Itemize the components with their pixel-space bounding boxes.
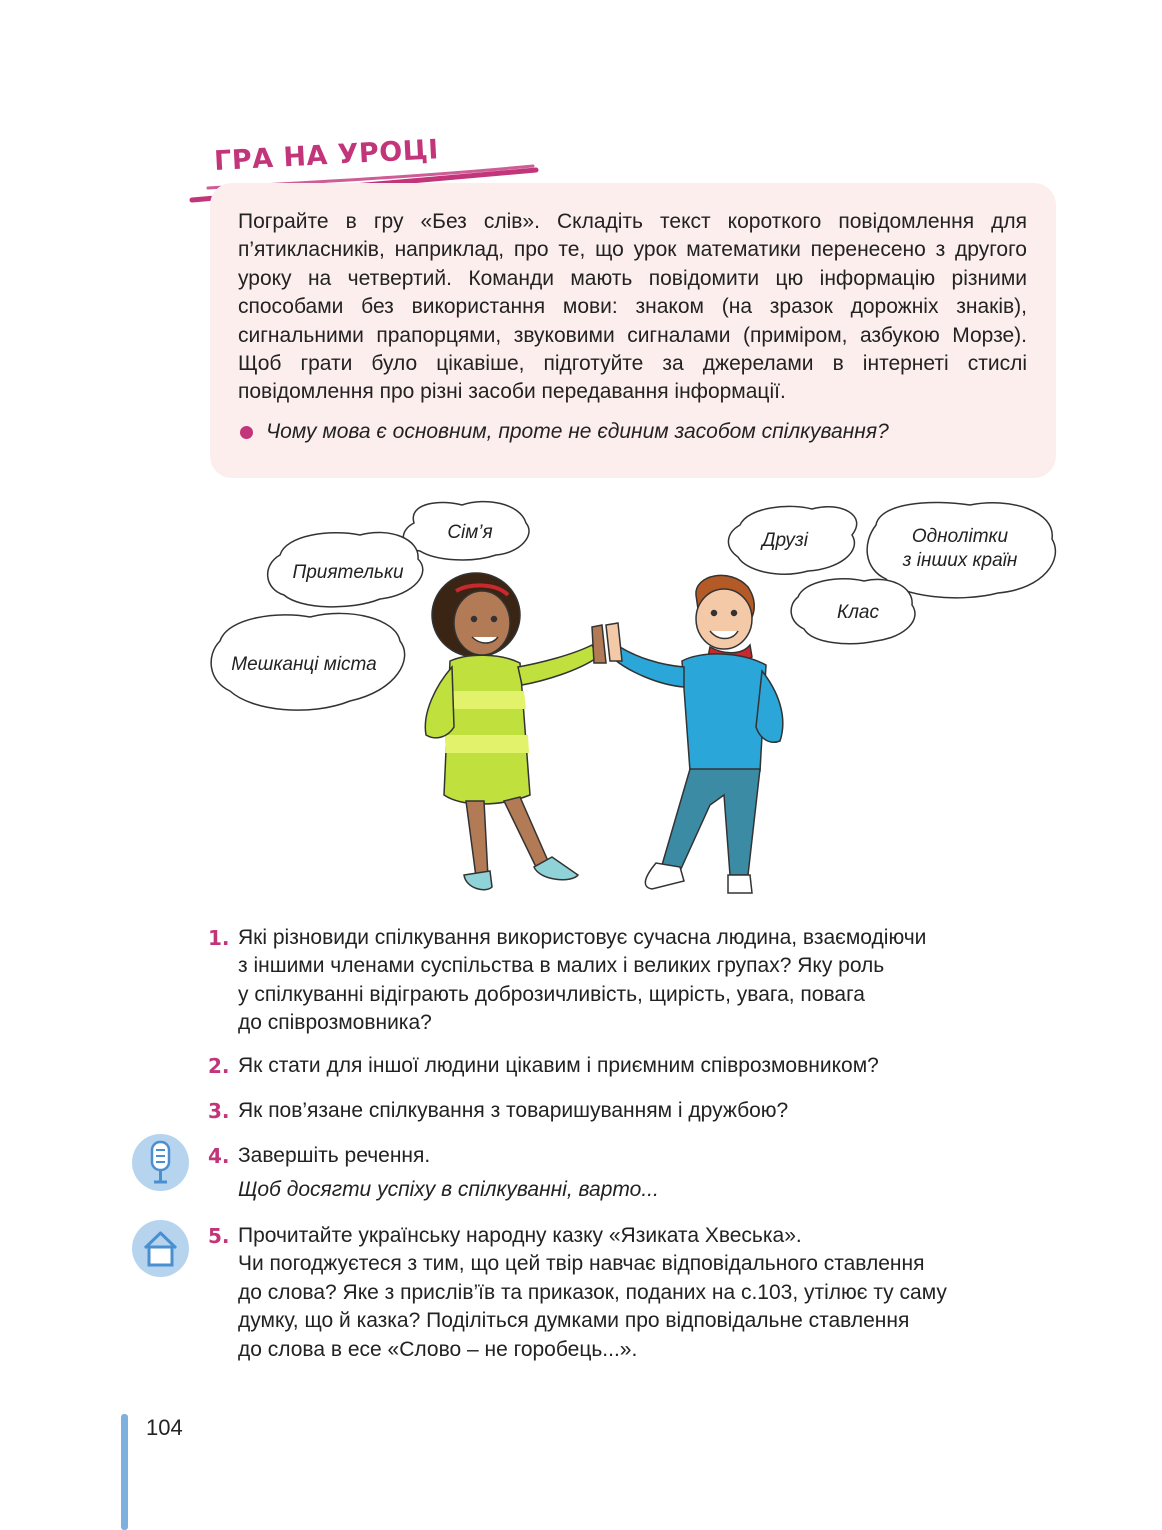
question-line: Як пов’язане спілкування з товаришуванням і дружбою? — [238, 1099, 789, 1122]
cloud-label-peers-1: Однолітки — [911, 526, 1009, 547]
question-number: 4. — [208, 1144, 230, 1168]
cloud-label-citizens: Мешканці міста — [231, 654, 377, 675]
section-heading: ГРА НА УРОЦІ — [213, 134, 440, 177]
question-line: до слова в есе «Слово – не горобець...». — [238, 1337, 638, 1361]
cloud-label-girlfriends: Приятельки — [292, 562, 404, 583]
game-paragraph: Пограйте в гру «Без слів». Складіть текст короткого повідомлення для п’ятикласників, наприклад, про те, що урок математики перенесено з другого уроку на четвертий. Команди мають повідомити цю інформацію різними способами без використання мови: знаком (на зразок дорожніх знаків), сигнальними прапорцями, звуковими сигналами (приміром, азбукою Морзе). Щоб грати було цікавіше, підготуйте за джерелами в інтернеті стислі повідомлення про різні засоби передавання інформації. — [238, 210, 1027, 404]
question-line: думку, що й казка? Поділіться думками про відповідальне ставлення — [238, 1309, 910, 1333]
cloud-label-class: Клас — [837, 602, 879, 623]
question-line: до слова? Яке з прислів’їв та приказок, поданих на с.103, утілює ту саму — [238, 1280, 947, 1304]
question-5 — [208, 1222, 1008, 1364]
cloud-label-friends: Друзі — [762, 530, 808, 551]
question-line: у спілкуванні відіграють доброзичливість, щирість, увага, повага — [238, 982, 865, 1006]
question-2 — [208, 1052, 1008, 1080]
question-1 — [208, 924, 1008, 1038]
page-bar — [121, 1414, 128, 1530]
illustration — [200, 495, 1070, 905]
bullet-question — [240, 420, 889, 444]
question-3 — [208, 1097, 1008, 1125]
microphone-icon — [132, 1134, 189, 1191]
question-line: Прочитайте українську народну казку «Язиката Хвеська». — [238, 1224, 802, 1247]
question-italic-line: Щоб досягти успіху в спілкуванні, варто... — [238, 1178, 659, 1202]
house-icon — [132, 1220, 189, 1277]
girl-figure — [425, 573, 606, 890]
question-line: Чи погоджуєтеся з тим, що цей твір навчає відповідального ставлення — [238, 1252, 925, 1276]
question-line: Які різновиди спілкування використовує сучасна людина, взаємодіючи — [238, 926, 927, 949]
question-4 — [208, 1142, 1008, 1205]
question-number: 5. — [208, 1224, 230, 1248]
question-line: Завершіть речення. — [238, 1144, 431, 1167]
cloud-label-peers-2: з інших країн — [902, 550, 1018, 571]
page-number: 104 — [146, 1415, 183, 1440]
bullet-dot-icon — [240, 426, 253, 439]
boy-figure — [606, 575, 783, 893]
cloud-label-family: Сім’я — [447, 522, 493, 543]
question-line: Як стати для іншої людини цікавим і приємним співрозмовником? — [238, 1054, 879, 1077]
bullet-question-text: Чому мова є основним, проте не єдиним засобом спілкування? — [266, 420, 889, 443]
question-number: 3. — [208, 1099, 230, 1123]
question-line: з іншими членами суспільства в малих і великих групах? Яку роль — [238, 954, 885, 978]
question-line: до співрозмовника? — [238, 1011, 432, 1035]
question-number: 2. — [208, 1054, 230, 1078]
question-number: 1. — [208, 926, 230, 950]
